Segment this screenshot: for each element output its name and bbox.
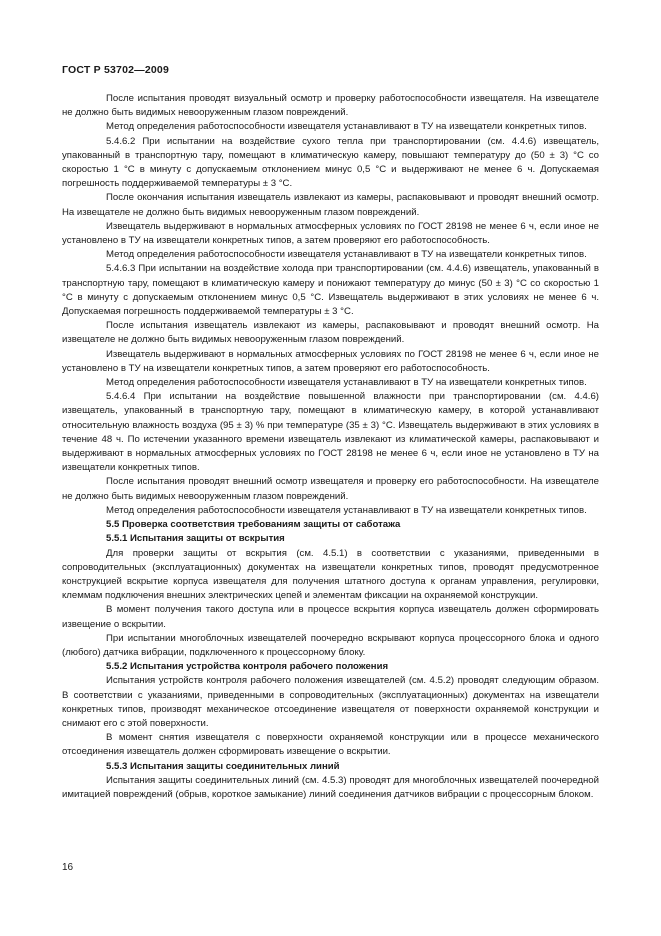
body-paragraph: После испытания проводят внешний осмотр извещателя и проверку его работоспособности. На извещателе не должно быть видимых невооруженным глазом повреждений. <box>62 476 599 502</box>
body-paragraph: В момент получения такого доступа или в процессе вскрытия корпуса извещатель должен сформировать извещение о вскрытии. <box>62 604 599 630</box>
body-paragraph: 5.4.6.4 При испытании на воздействие повышенной влажности при транспортировании (см. 4.4.6) извещатель, упакованный в транспортную тару, помещают в климатическую камеру, в которой устанавливают относительную влажность воздуха (95 ± 3) % при температуре (35 ± 3) °С. Извещатель выдерживают в этих условиях в течение 48 ч. По истечении указанного времени извещатель извлекают из климатической камеры, распаковывают и выдерживают в нормальных атмосферных условиях по ГОСТ 28198 не менее 6 ч, если иное не установлено в ТУ на извещатели конкретных типов. <box>62 391 599 474</box>
body-paragraph: 5.4.6.2 При испытании на воздействие сухого тепла при транспортировании (см. 4.4.6) извещатель, упакованный в транспортную тару, помещают в климатическую камеру, повышают температуру до (50 ± 3) °С со скоростью 1 °С в минуту с допускаемым отклонением минус 0,5 °С и выдерживают не менее 6 ч. Допускаемая погрешность поддерживаемой температуры ± 3 °С. <box>62 135 599 190</box>
body-paragraph: Испытания устройств контроля рабочего положения извещателей (см. 4.5.2) проводят следующим образом. В соответствии с указаниями, приведенными в сопроводительных (эксплуатационных) документах на извещатели конкретных типов, производят механическое отсоединение извещателя от поверхности охраняемой конструкции и снимают его с этой поверхности. <box>62 675 599 729</box>
body-paragraph: Извещатель выдерживают в нормальных атмосферных условиях по ГОСТ 28198 не менее 6 ч, если иное не установлено в ТУ на извещатели конкретных типов, а затем проверяют его работоспособность. <box>62 348 599 374</box>
section-heading: 5.5.3 Испытания защиты соединительных линий <box>106 760 340 772</box>
body-paragraph: Извещатель выдерживают в нормальных атмосферных условиях по ГОСТ 28198 не менее 6 ч, если иное не установлено в ТУ на извещатели конкретных типов, а затем проверяют его работоспособность. <box>62 220 599 247</box>
section-heading: 5.5.2 Испытания устройства контроля рабочего положения <box>106 661 389 673</box>
body-paragraph: После окончания испытания извещатель извлекают из камеры, распаковывают и проводят внешний осмотр. На извещателе не должно быть видимых невооруженным глазом повреждений. <box>62 192 599 218</box>
body-paragraph: Испытания защиты соединительных линий (см. 4.5.3) проводят для многоблочных извещателей поочередной имитацией повреждений (обрыв, короткое замыкание) линий соединения датчиков вибрации с процессорным блоком. <box>62 774 599 800</box>
body-paragraph: После испытания проводят визуальный осмотр и проверку работоспособности извещателя. На извещателе не должно быть видимых невооруженным глазом повреждений. <box>62 93 599 119</box>
body-paragraph: Метод определения работоспособности извещателя устанавливают в ТУ на извещатели конкретных типов. <box>106 121 587 133</box>
section-heading: 5.5 Проверка соответствия требованиям защиты от саботажа <box>106 519 401 531</box>
body-paragraph: Метод определения работоспособности извещателя устанавливают в ТУ на извещатели конкретных типов. <box>106 377 587 389</box>
body-paragraph: Метод определения работоспособности извещателя устанавливают в ТУ на извещатели конкретных типов. <box>106 504 587 516</box>
body-paragraph: Метод определения работоспособности извещателя устанавливают в ТУ на извещатели конкретных типов. <box>106 249 587 261</box>
body-paragraph: При испытании многоблочных извещателей поочередно вскрывают корпуса процессорного блока и одного (любого) датчика вибрации, подключенного к процессорному блоку. <box>62 632 599 658</box>
body-paragraph: 5.4.6.3 При испытании на воздействие холода при транспортировании (см. 4.4.6) извещатель, упакованный в транспортную тару, помещают в климатическую камеру и понижают температуру до минус (50 ± 3) °С со скоростью 1 °С в минуту с допускаемым отклонением минус 0,5 °С. Извещатель выдерживают в этих условиях не менее 6 ч. Допускаемая погрешность поддерживаемой температуры ± 3 °С. <box>62 263 599 318</box>
page-number: 16 <box>62 862 74 873</box>
body-paragraph: После испытания извещатель извлекают из камеры, распаковывают и проводят внешний осмотр. На извещателе не должно быть видимых невооруженным глазом повреждений. <box>62 320 599 346</box>
section-heading: 5.5.1 Испытания защиты от вскрытия <box>106 533 285 545</box>
document-body <box>62 92 599 802</box>
body-paragraph: Для проверки защиты от вскрытия (см. 4.5.1) в соответствии с указаниями, приведенными в сопроводительных (эксплуатационных) документах на извещатели конкретных типов, проводят предусмотренное конструкцией вскрытие корпуса извещателя для получения штатного доступа к органам управления, регулировки, клеммам подключения внешних электрических цепей и элементам фиксации на охраняемой конструкции. <box>62 547 599 602</box>
document-header: ГОСТ Р 53702—2009 <box>62 64 170 76</box>
body-paragraph: В момент снятия извещателя с поверхности охраняемой конструкции или в процессе механического отсоединения извещатель должен сформировать извещение о вскрытии. <box>62 732 599 758</box>
